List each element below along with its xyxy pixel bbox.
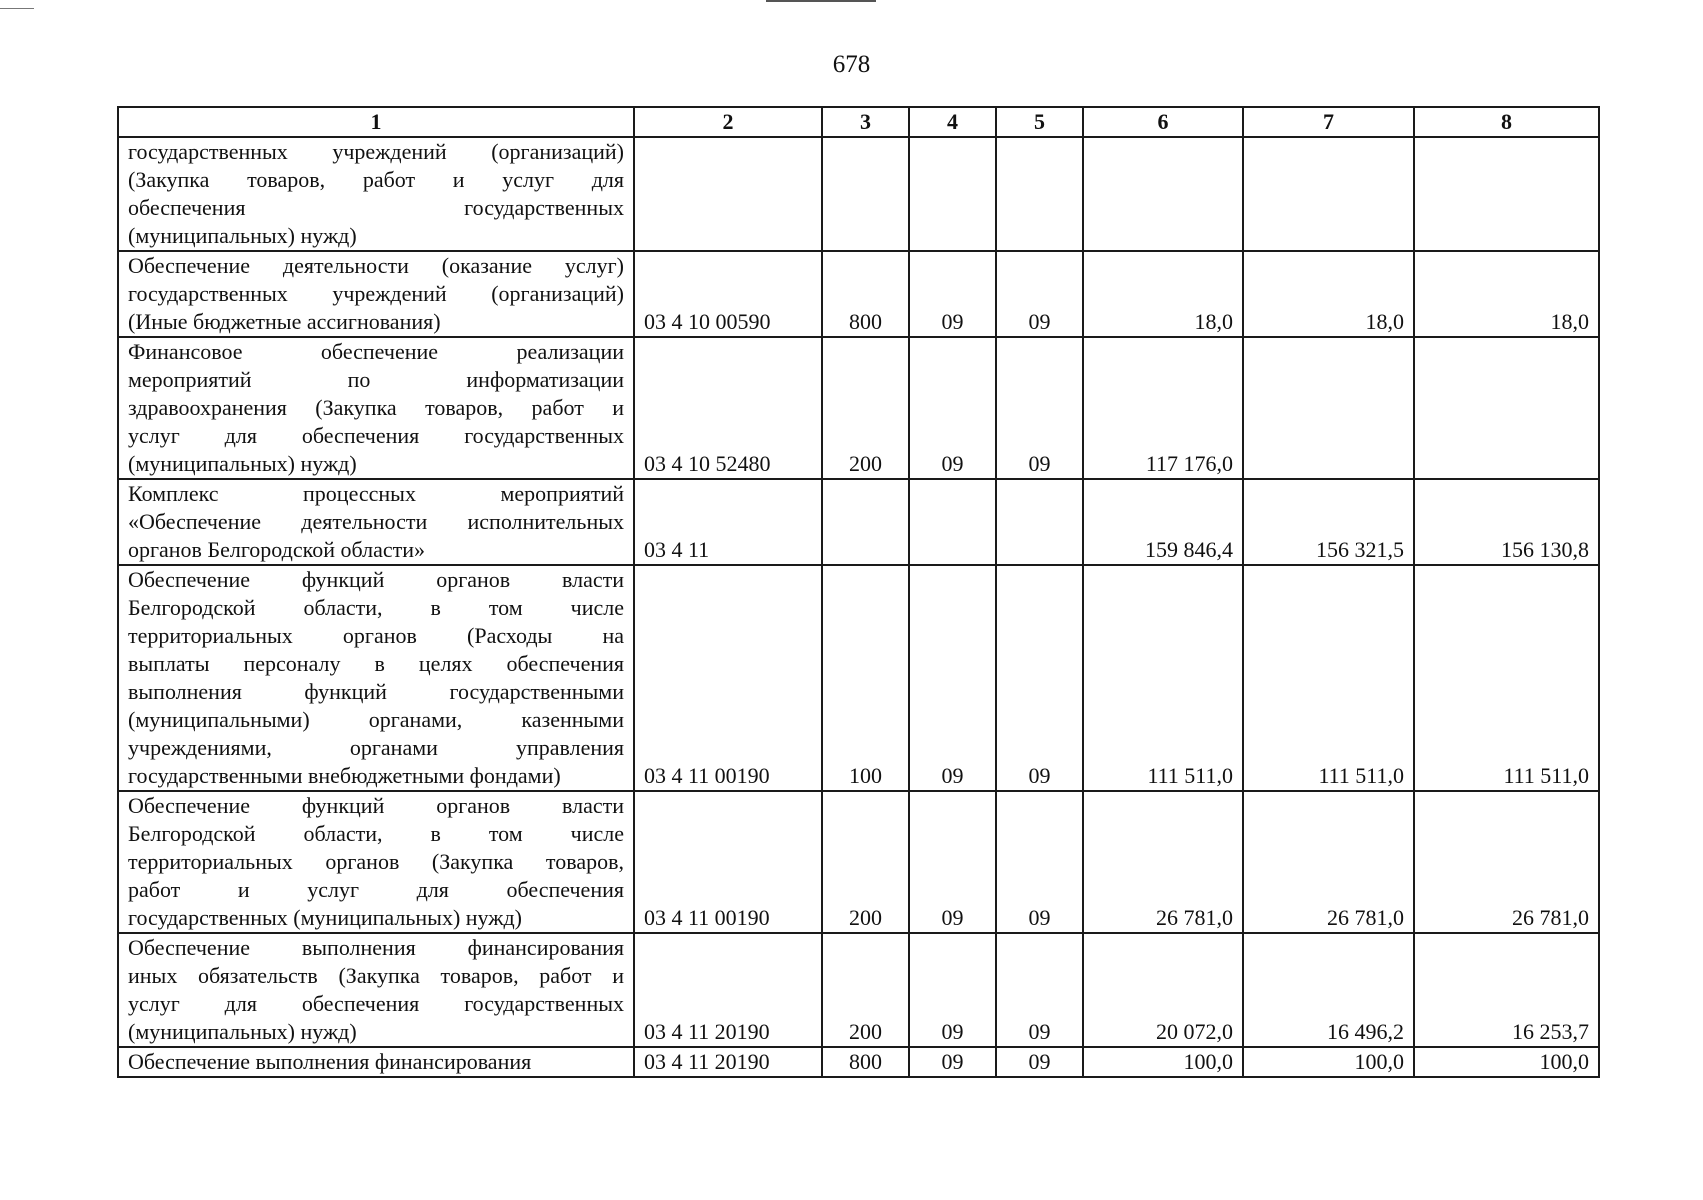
table-row <box>118 1047 1599 1077</box>
description-line: Белгородской области, в том числе <box>128 821 624 846</box>
target-article-code <box>634 137 822 251</box>
expense-type-code: 200 <box>822 791 909 933</box>
description-line: услуг для обеспечения государственных <box>128 423 624 448</box>
description-line: (муниципальных) нужд) <box>128 1019 357 1044</box>
description-line: (Закупка товаров, работ и услуг для <box>128 167 624 192</box>
description-line: работ и услуг для обеспечения <box>128 877 624 902</box>
row-description <box>118 565 634 791</box>
description-line: государственными внебюджетными фондами) <box>128 763 561 788</box>
table-header-row <box>118 107 1599 137</box>
subsection-code <box>996 137 1083 251</box>
target-article-code: 03 4 10 52480 <box>634 337 822 479</box>
expense-type-code: 200 <box>822 337 909 479</box>
subsection-code: 09 <box>996 933 1083 1047</box>
amount-year-1: 18,0 <box>1083 251 1243 337</box>
amount-year-2: 18,0 <box>1243 251 1414 337</box>
column-header: 2 <box>634 107 822 137</box>
amount-year-1: 26 781,0 <box>1083 791 1243 933</box>
amount-year-1: 111 511,0 <box>1083 565 1243 791</box>
description-line: (Иные бюджетные ассигнования) <box>128 309 441 334</box>
budget-table <box>117 106 1600 1078</box>
column-header: 3 <box>822 107 909 137</box>
row-description <box>118 337 634 479</box>
description-line: Обеспечение функций органов власти <box>128 793 624 818</box>
description-line: Комплекс процессных мероприятий <box>128 481 624 506</box>
expense-type-code: 800 <box>822 1047 909 1077</box>
amount-year-1: 100,0 <box>1083 1047 1243 1077</box>
amount-year-1: 117 176,0 <box>1083 337 1243 479</box>
section-code <box>909 137 996 251</box>
amount-year-2 <box>1243 137 1414 251</box>
amount-year-1: 20 072,0 <box>1083 933 1243 1047</box>
description-line: государственных учреждений (организаций) <box>128 139 624 164</box>
description-line: «Обеспечение деятельности исполнительных <box>128 509 624 534</box>
table-row <box>118 479 1599 565</box>
amount-year-3: 16 253,7 <box>1414 933 1599 1047</box>
section-code: 09 <box>909 791 996 933</box>
amount-year-2: 100,0 <box>1243 1047 1414 1077</box>
description-line: учреждениями, органами управления <box>128 735 624 760</box>
row-description <box>118 791 634 933</box>
subsection-code: 09 <box>996 337 1083 479</box>
amount-year-1: 159 846,4 <box>1083 479 1243 565</box>
description-line: Обеспечение деятельности (оказание услуг) <box>128 253 624 278</box>
target-article-code: 03 4 11 <box>634 479 822 565</box>
amount-year-3: 156 130,8 <box>1414 479 1599 565</box>
description-line: Обеспечение функций органов власти <box>128 567 624 592</box>
amount-year-3: 111 511,0 <box>1414 565 1599 791</box>
column-header: 7 <box>1243 107 1414 137</box>
section-code: 09 <box>909 933 996 1047</box>
amount-year-2: 16 496,2 <box>1243 933 1414 1047</box>
target-article-code: 03 4 10 00590 <box>634 251 822 337</box>
row-description <box>118 1047 634 1077</box>
expense-type-code <box>822 479 909 565</box>
expense-type-code: 800 <box>822 251 909 337</box>
amount-year-2 <box>1243 337 1414 479</box>
table-row <box>118 251 1599 337</box>
amount-year-2: 111 511,0 <box>1243 565 1414 791</box>
target-article-code: 03 4 11 20190 <box>634 1047 822 1077</box>
row-description <box>118 933 634 1047</box>
description-line: Белгородской области, в том числе <box>128 595 624 620</box>
description-line: мероприятий по информатизации <box>128 367 624 392</box>
table-row <box>118 933 1599 1047</box>
description-line: (муниципальных) нужд) <box>128 223 357 248</box>
section-code: 09 <box>909 251 996 337</box>
amount-year-2: 156 321,5 <box>1243 479 1414 565</box>
amount-year-3: 26 781,0 <box>1414 791 1599 933</box>
page-number: 678 <box>832 51 871 78</box>
expense-type-code: 200 <box>822 933 909 1047</box>
description-line: Обеспечение выполнения финансирования <box>128 1049 532 1074</box>
table-row <box>118 791 1599 933</box>
description-line: Финансовое обеспечение реализации <box>128 339 624 364</box>
description-line: (муниципальными) органами, казенными <box>128 707 624 732</box>
subsection-code: 09 <box>996 1047 1083 1077</box>
description-line: Обеспечение выполнения финансирования <box>128 935 624 960</box>
subsection-code: 09 <box>996 565 1083 791</box>
column-header: 4 <box>909 107 996 137</box>
row-description <box>118 137 634 251</box>
section-code: 09 <box>909 565 996 791</box>
row-description <box>118 479 634 565</box>
table-row <box>118 137 1599 251</box>
description-line: территориальных органов (Расходы на <box>128 623 624 648</box>
column-header: 5 <box>996 107 1083 137</box>
target-article-code: 03 4 11 00190 <box>634 565 822 791</box>
column-header: 6 <box>1083 107 1243 137</box>
subsection-code <box>996 479 1083 565</box>
description-line: (муниципальных) нужд) <box>128 451 357 476</box>
description-line: государственных учреждений (организаций) <box>128 281 624 306</box>
amount-year-1 <box>1083 137 1243 251</box>
subsection-code: 09 <box>996 791 1083 933</box>
description-line: обеспечения государственных <box>128 195 624 220</box>
table-row <box>118 337 1599 479</box>
description-line: услуг для обеспечения государственных <box>128 991 624 1016</box>
section-code: 09 <box>909 337 996 479</box>
target-article-code: 03 4 11 20190 <box>634 933 822 1047</box>
scan-artifact-top-line <box>766 0 876 2</box>
table-body <box>118 137 1599 1077</box>
amount-year-2: 26 781,0 <box>1243 791 1414 933</box>
target-article-code: 03 4 11 00190 <box>634 791 822 933</box>
column-header: 8 <box>1414 107 1599 137</box>
section-code: 09 <box>909 1047 996 1077</box>
scan-artifact-left-mark <box>0 8 34 9</box>
description-line: выплаты персоналу в целях обеспечения <box>128 651 624 676</box>
section-code <box>909 479 996 565</box>
amount-year-3: 18,0 <box>1414 251 1599 337</box>
description-line: территориальных органов (Закупка товаров, <box>128 849 624 874</box>
expense-type-code <box>822 137 909 251</box>
row-description <box>118 251 634 337</box>
amount-year-3 <box>1414 137 1599 251</box>
column-header: 1 <box>118 107 634 137</box>
expense-type-code: 100 <box>822 565 909 791</box>
subsection-code: 09 <box>996 251 1083 337</box>
amount-year-3 <box>1414 337 1599 479</box>
table-row <box>118 565 1599 791</box>
description-line: здравоохранения (Закупка товаров, работ и <box>128 395 624 420</box>
description-line: выполнения функций государственными <box>128 679 624 704</box>
description-line: государственных (муниципальных) нужд) <box>128 905 522 930</box>
amount-year-3: 100,0 <box>1414 1047 1599 1077</box>
description-line: органов Белгородской области» <box>128 537 426 562</box>
description-line: иных обязательств (Закупка товаров, работ и <box>128 963 624 988</box>
